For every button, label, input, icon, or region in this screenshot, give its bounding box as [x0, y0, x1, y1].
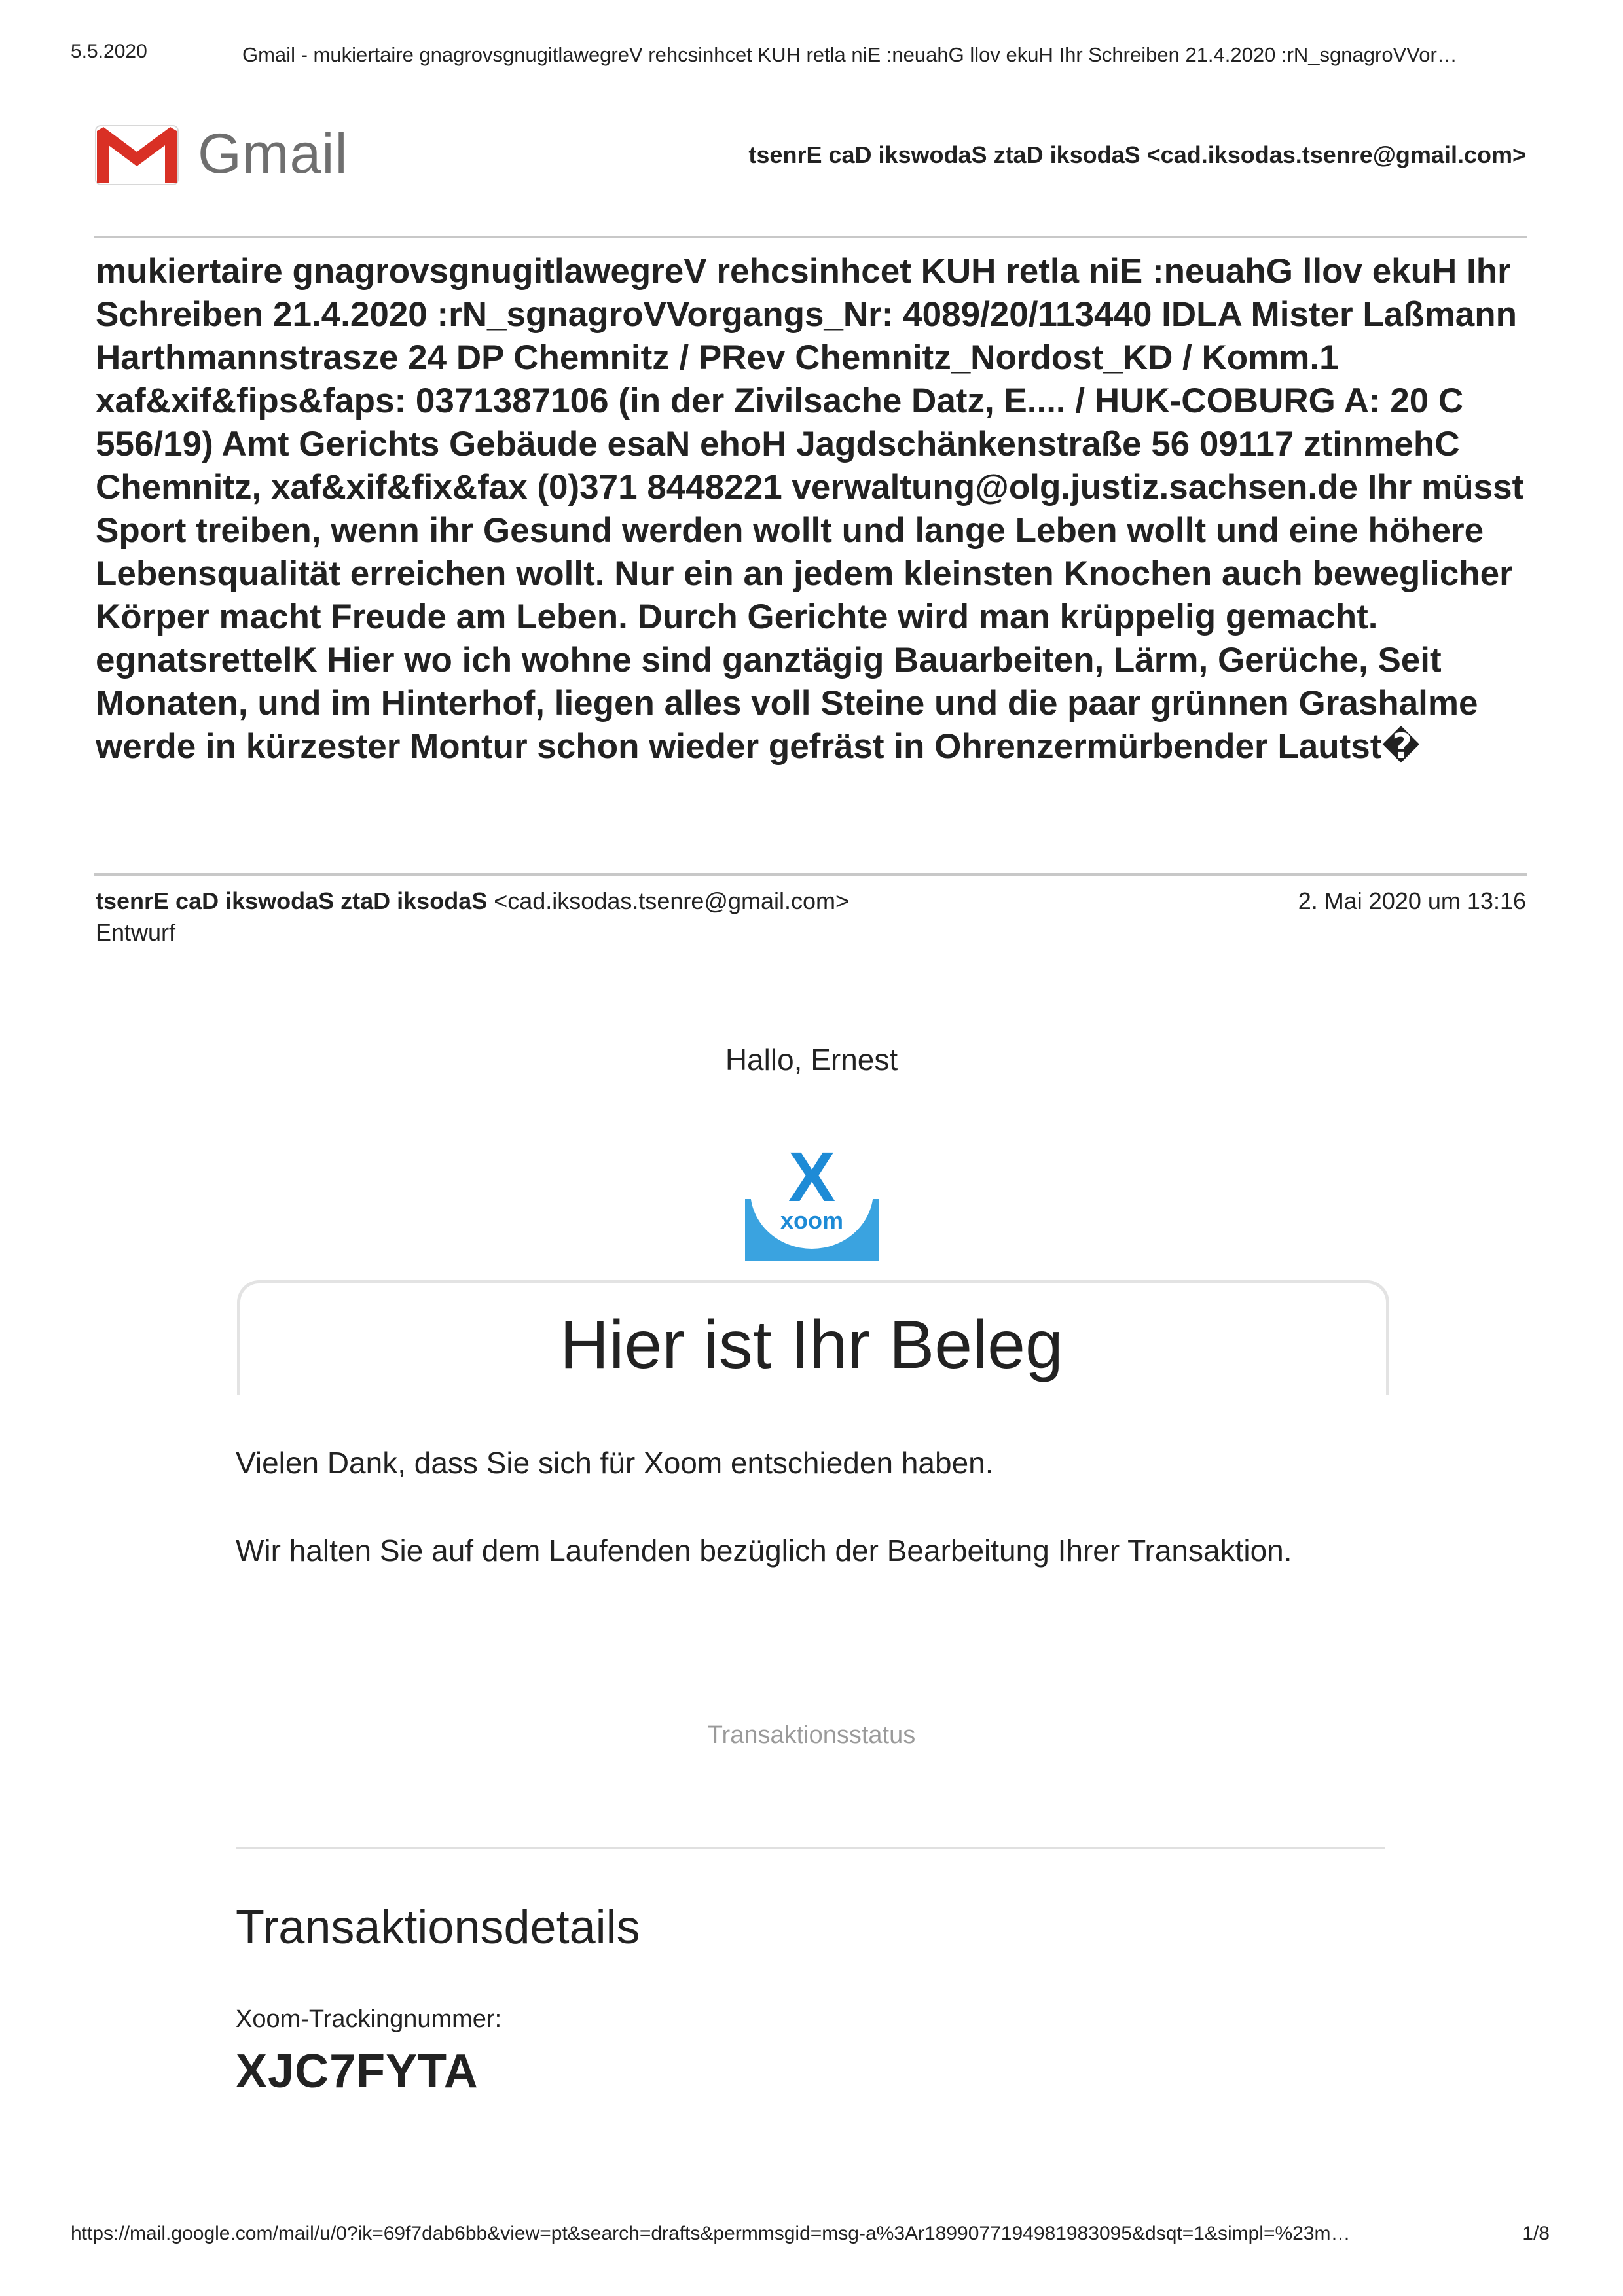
greeting: Hallo, Ernest [725, 1043, 898, 1077]
print-page-title: Gmail - mukiertaire gnagrovsgnugitlawegreV rehcsinhcet KUH retla niE :neuahG llov ekuH Ihr Schreiben 21.4.2020 :rN_sgnagroVVor… [242, 43, 1457, 66]
tracking-label: Xoom-Trackingnummer: [236, 2005, 502, 2033]
details-heading: Transaktionsdetails [236, 1901, 640, 1954]
sender [96, 888, 849, 915]
draft-status: Entwurf [96, 919, 176, 946]
account-email: tsenrE caD ikswodaS ztaD iksodaS <cad.iksodas.tsenre@gmail.com> [748, 141, 1526, 168]
xoom-logo [745, 1127, 879, 1261]
body-divider [236, 1847, 1385, 1849]
print-date: 5.5.2020 [71, 41, 147, 62]
page-number: 1/8 [1522, 2223, 1550, 2244]
sender-email: <cad.iksodas.tsenre@gmail.com> [494, 888, 850, 914]
xoom-x-icon: X [788, 1137, 836, 1216]
receipt-title: Hier ist Ihr Beleg [560, 1307, 1063, 1383]
email-subject: mukiertaire gnagrovsgnugitlawegreV rehcsinhcet KUH retla niE :neuahG llov ekuH Ihr Schreiben 21.4.2020 :rN_sgnagroVVorgangs_Nr: 4089/20/113440 IDLA Mister Laßmann Harthmannstrasze 24 DP Chemnitz / PRev Chemnitz_Nordost_KD / Komm.1 xaf&xif&fips&faps: 0371387106 (in der Zivilsache Datz, E.... / HUK-COBURG A: 20 C 556/19) Amt Gerichts Gebäude esaN ehoH Jagdschänkenstraße 56 09117 ztinmehC Chemnitz, xaf&xif&fix&fax (0)371 8448221 verwaltung@olg.justiz.sachsen.de Ihr müsst Sport treiben, wenn ihr Gesund werden wollt und lange Leben wollt und eine höhere Lebensqualität erreichen wollt. Nur ein an jedem kleinsten Knochen auch beweglicher Körper macht Freude am Leben. Durch Gerichte wird man krüppelig gemacht. egnatsrettelK Hier wo ich wohne sind ganztägig Bauarbeiten, Lärm, Gerüche, Seit Monaten, und im Hinterhof, liegen alles voll Steine und die paar grünnen Grashalme werde in kürzester Montur schon wieder gefräst in Ohrenzermürbender Lautst� [96, 252, 1524, 766]
header-divider [94, 236, 1527, 238]
transaction-status-link[interactable]: Transaktionsstatus [707, 1721, 916, 1749]
xoom-brand-text: xoom [780, 1207, 843, 1234]
subject-divider [94, 873, 1527, 876]
gmail-envelope-icon [94, 124, 179, 186]
gmail-logo[interactable] [94, 122, 369, 187]
gmail-wordmark: Gmail [198, 122, 348, 185]
tracking-number: XJC7FYTA [236, 2045, 479, 2098]
sender-name: tsenrE caD ikswodaS ztaD iksodaS [96, 888, 488, 914]
info-text: Wir halten Sie auf dem Laufenden bezüglich der Bearbeitung Ihrer Transaktion. [236, 1534, 1292, 1568]
print-url: https://mail.google.com/mail/u/0?ik=69f7dab6bb&view=pt&search=drafts&permmsgid=msg-a%3Ar1899077194981983095&dsqt=1&simpl=%23m… [71, 2223, 1351, 2244]
message-date: 2. Mai 2020 um 13:16 [1298, 888, 1526, 914]
thanks-text: Vielen Dank, dass Sie sich für Xoom entschieden haben. [236, 1446, 994, 1480]
